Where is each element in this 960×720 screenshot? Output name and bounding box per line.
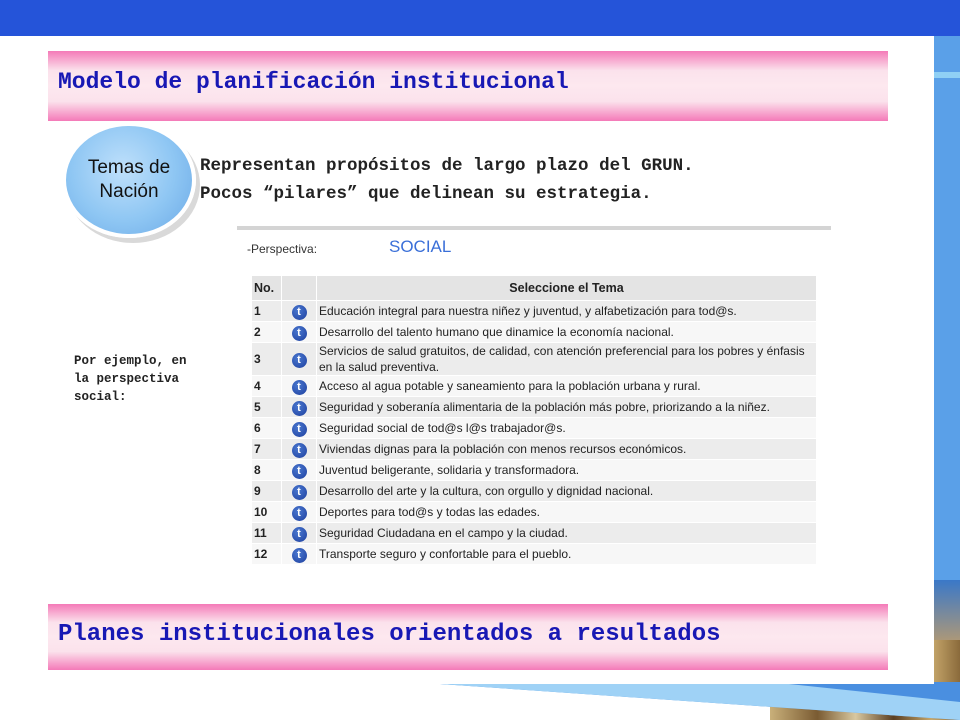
column-header-icon [282, 276, 317, 301]
t-circle-icon[interactable]: t [292, 527, 307, 542]
row-icon-cell[interactable] [282, 502, 317, 523]
title-banner-top [48, 51, 888, 121]
t-circle-icon[interactable]: t [292, 401, 307, 416]
row-icon-cell[interactable] [282, 544, 317, 565]
table-row[interactable] [252, 523, 817, 544]
perspective-label: -Perspectiva: [247, 242, 318, 256]
table-row[interactable] [252, 544, 817, 565]
row-number: 4 [252, 376, 282, 397]
row-number: 10 [252, 502, 282, 523]
t-circle-icon[interactable]: t [292, 506, 307, 521]
row-icon-cell[interactable] [282, 376, 317, 397]
t-circle-icon[interactable]: t [292, 464, 307, 479]
t-circle-icon[interactable]: t [292, 305, 307, 320]
perspective-value: SOCIAL [389, 237, 452, 256]
row-number: 11 [252, 523, 282, 544]
row-icon-cell[interactable] [282, 439, 317, 460]
row-number: 5 [252, 397, 282, 418]
side-note-line-3: social: [74, 390, 127, 404]
table-row[interactable] [252, 343, 817, 376]
title-banner-bottom [48, 604, 888, 670]
row-number: 8 [252, 460, 282, 481]
side-note-line-2: la perspectiva [74, 372, 180, 386]
row-number: 1 [252, 301, 282, 322]
row-tema: Seguridad Ciudadana en el campo y la ciudad. [317, 523, 817, 544]
t-circle-icon[interactable]: t [292, 326, 307, 341]
row-number: 9 [252, 481, 282, 502]
row-tema: Desarrollo del talento humano que dinamice la economía nacional. [317, 322, 817, 343]
row-icon-cell[interactable] [282, 343, 317, 376]
embedded-screenshot [237, 226, 831, 584]
slide-title: Modelo de planificación institucional [58, 69, 569, 95]
intro-text [200, 152, 694, 208]
t-circle-icon[interactable]: t [292, 485, 307, 500]
row-tema: Seguridad social de tod@s l@s trabajador@s. [317, 418, 817, 439]
row-tema: Viviendas dignas para la población con menos recursos económicos. [317, 439, 817, 460]
themes-table [251, 275, 817, 565]
t-circle-icon[interactable]: t [292, 422, 307, 437]
side-note-line-1: Por ejemplo, en [74, 354, 187, 368]
column-header-tema: Seleccione el Tema [317, 276, 817, 301]
t-circle-icon[interactable]: t [292, 548, 307, 563]
side-note [74, 352, 234, 406]
table-row[interactable] [252, 460, 817, 481]
badge-label: Temas de Nación [87, 157, 171, 202]
row-number: 2 [252, 322, 282, 343]
intro-line-1: Representan propósitos de largo plazo del GRUN. [200, 156, 694, 176]
intro-line-2: Pocos “pilares” que delinean su estrategia. [200, 184, 652, 204]
row-icon-cell[interactable] [282, 397, 317, 418]
topic-badge [62, 122, 196, 238]
table-row[interactable] [252, 322, 817, 343]
right-decor-line [934, 72, 960, 78]
row-icon-cell[interactable] [282, 481, 317, 502]
column-header-no: No. [252, 276, 282, 301]
row-number: 3 [252, 343, 282, 376]
row-icon-cell[interactable] [282, 301, 317, 322]
row-number: 7 [252, 439, 282, 460]
row-icon-cell[interactable] [282, 418, 317, 439]
row-icon-cell[interactable] [282, 322, 317, 343]
bottom-swoosh [440, 682, 960, 720]
row-icon-cell[interactable] [282, 523, 317, 544]
row-tema: Deportes para tod@s y todas las edades. [317, 502, 817, 523]
row-tema: Desarrollo del arte y la cultura, con orgullo y dignidad nacional. [317, 481, 817, 502]
table-row[interactable] [252, 502, 817, 523]
table-row[interactable] [252, 397, 817, 418]
t-circle-icon[interactable]: t [292, 443, 307, 458]
row-tema: Educación integral para nuestra niñez y juventud, y alfabetización para tod@s. [317, 301, 817, 322]
row-tema: Servicios de salud gratuitos, de calidad, con atención preferencial para los pobres y énfasis en la salud preventiva. [317, 343, 817, 376]
t-circle-icon[interactable]: t [292, 353, 307, 368]
table-row[interactable] [252, 418, 817, 439]
table-row[interactable] [252, 439, 817, 460]
table-row[interactable] [252, 301, 817, 322]
row-icon-cell[interactable] [282, 460, 317, 481]
row-tema: Juventud beligerante, solidaria y transformadora. [317, 460, 817, 481]
t-circle-icon[interactable]: t [292, 380, 307, 395]
row-number: 6 [252, 418, 282, 439]
top-bar [0, 0, 960, 36]
row-tema: Seguridad y soberanía alimentaria de la población más pobre, priorizando a la niñez. [317, 397, 817, 418]
bottom-title: Planes institucionales orientados a resultados [58, 621, 721, 648]
table-row[interactable] [252, 481, 817, 502]
table-row[interactable] [252, 376, 817, 397]
table-header-row [252, 276, 817, 301]
row-tema: Transporte seguro y confortable para el pueblo. [317, 544, 817, 565]
row-tema: Acceso al agua potable y saneamiento para la población urbana y rural. [317, 376, 817, 397]
row-number: 12 [252, 544, 282, 565]
